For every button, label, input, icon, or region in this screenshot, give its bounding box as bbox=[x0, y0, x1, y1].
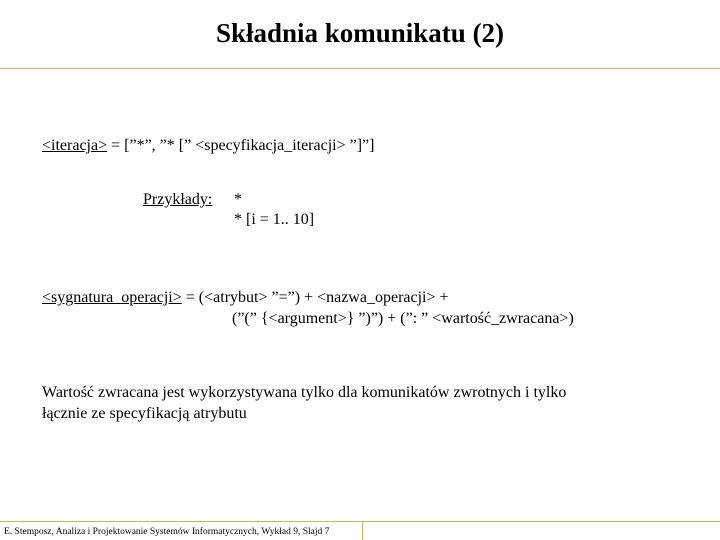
sygnatura-term: <sygnatura_operacji> bbox=[42, 289, 182, 306]
example-item-2: * [i = 1.. 10] bbox=[234, 211, 315, 228]
examples-block bbox=[143, 190, 212, 210]
sygnatura-rule-line1: = (<atrybut> ”=”) + <nazwa_operacji> + bbox=[181, 289, 449, 306]
iteracja-term: <iteracja> bbox=[42, 137, 108, 154]
footer-separator bbox=[362, 521, 363, 540]
title-divider bbox=[0, 68, 720, 69]
footer-divider bbox=[0, 521, 720, 522]
sygnatura-definition bbox=[42, 288, 449, 308]
slide-title: Składnia komunikatu (2) bbox=[215, 18, 505, 48]
example-item-1: * bbox=[234, 191, 242, 208]
iteracja-definition bbox=[42, 136, 374, 156]
examples-label: Przykłady: bbox=[143, 191, 213, 208]
footer-text: E. Stemposz, Analiza i Projektowanie Systemów Informatycznych, Wykład 9, Slajd 7 bbox=[4, 527, 330, 537]
sygnatura-rule-line2: (”(” {<argument>} ”)”) + (”: ” <wartość_zwracana>) bbox=[232, 310, 574, 327]
note-line-1: Wartość zwracana jest wykorzystywana tylko dla komunikatów zwrotnych i tylko bbox=[42, 384, 567, 401]
note-line-2: łącznie ze specyfikacją atrybutu bbox=[42, 405, 247, 422]
iteracja-rule: = [”*”, ”* [” <specyfikacja_iteracji> ”]”] bbox=[107, 137, 375, 154]
